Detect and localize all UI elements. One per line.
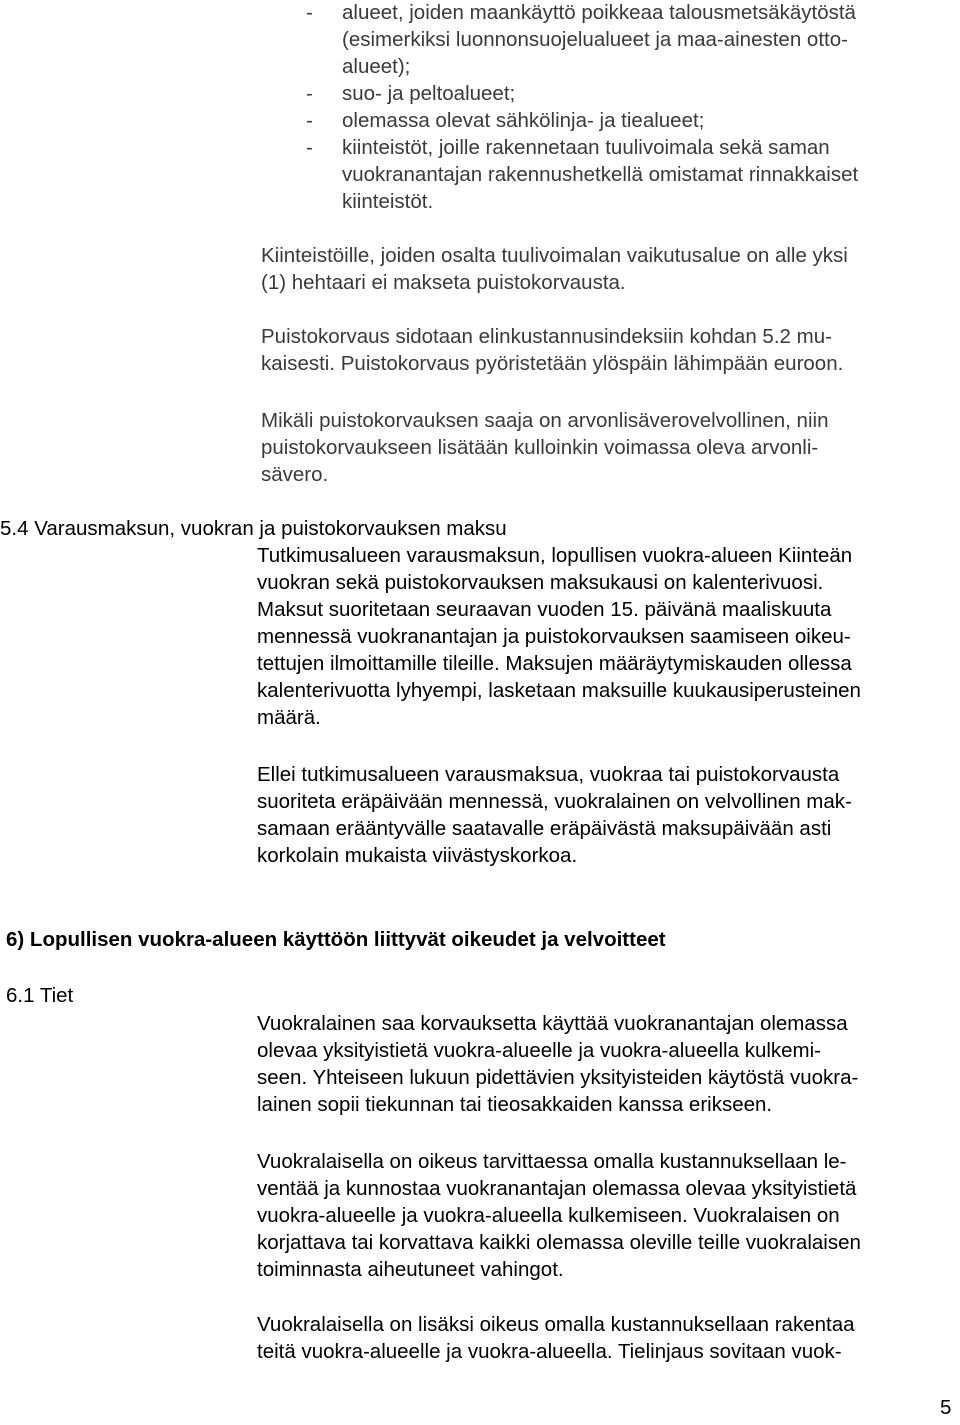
bullet-line: kiinteistöt, joille rakennetaan tuulivoimala sekä saman [342, 136, 830, 159]
paragraph-line: olevaa yksityistietä vuokra-alueelle ja vuokra-alueella kulkemi- [257, 1039, 822, 1062]
paragraph-line: korkolain mukaista viivästyskorkoa. [257, 844, 578, 867]
bullet-line: olemassa olevat sähkölinja- ja tiealueet; [342, 109, 705, 132]
paragraph-line: Mikäli puistokorvauksen saaja on arvonlisäverovelvollinen, niin [261, 409, 829, 432]
bullet-dash: - [306, 109, 313, 132]
paragraph-line: seen. Yhteiseen lukuun pidettävien yksityisteiden käytöstä vuokra- [257, 1066, 859, 1089]
paragraph-line: teitä vuokra-alueelle ja vuokra-alueella. Tielinjaus sovitaan vuok- [257, 1340, 842, 1363]
paragraph-line: määrä. [257, 706, 321, 729]
paragraph-line: toiminnasta aiheutuneet vahingot. [257, 1258, 564, 1281]
paragraph-line: vuokra-alueelle ja vuokra-alueella kulkemiseen. Vuokralaisen on [257, 1204, 840, 1227]
bullet-line: alueet); [342, 55, 411, 78]
paragraph-line: Vuokralainen saa korvauksetta käyttää vuokranantajan olemassa [257, 1012, 848, 1035]
paragraph-line: (1) hehtaari ei makseta puistokorvausta. [261, 271, 626, 294]
paragraph-line: Kiinteistöille, joiden osalta tuulivoimalan vaikutusalue on alle yksi [261, 244, 848, 267]
paragraph-line: kaisesti. Puistokorvaus pyöristetään ylöspäin lähimpään euroon. [261, 352, 844, 375]
paragraph-line: mennessä vuokranantajan ja puistokorvauksen saamiseen oikeu- [257, 625, 851, 648]
bullet-dash: - [306, 82, 313, 105]
bullet-line: suo- ja peltoalueet; [342, 82, 516, 105]
paragraph-line: samaan erääntyvälle saatavalle eräpäivästä maksupäivään asti [257, 817, 832, 840]
bullet-dash: - [306, 1, 313, 24]
section-heading: 5.4 Varausmaksun, vuokran ja puistokorvauksen maksu [0, 517, 507, 540]
subsection-heading: 6.1 Tiet [6, 984, 74, 1007]
paragraph-line: tettujen ilmoittamille tileille. Maksujen määräytymiskauden ollessa [257, 652, 852, 675]
paragraph-line: Maksut suoritetaan seuraavan vuoden 15. päivänä maaliskuuta [257, 598, 832, 621]
paragraph-line: korjattava tai korvattava kaikki olemassa oleville teille vuokralaisen [257, 1231, 861, 1254]
paragraph-line: sävero. [261, 463, 329, 486]
paragraph-line: puistokorvaukseen lisätään kulloinkin voimassa oleva arvonli- [261, 436, 819, 459]
paragraph-line: vuokran sekä puistokorvauksen maksukausi on kalenterivuosi. [257, 571, 824, 594]
bullet-line: alueet, joiden maankäyttö poikkeaa talousmetsäkäytöstä [342, 1, 856, 24]
paragraph-line: Puistokorvaus sidotaan elinkustannusindeksiin kohdan 5.2 mu- [261, 325, 832, 348]
bullet-line: (esimerkiksi luonnonsuojelualueet ja maa-ainesten otto- [342, 28, 848, 51]
section-heading: 6) Lopullisen vuokra-alueen käyttöön liittyvät oikeudet ja velvoitteet [6, 928, 666, 951]
bullet-dash: - [306, 136, 313, 159]
paragraph-line: suoriteta eräpäivään mennessä, vuokralainen on velvollinen mak- [257, 790, 852, 813]
paragraph-line: kalenterivuotta lyhyempi, lasketaan maksuille kuukausiperusteinen [257, 679, 861, 702]
paragraph-line: Vuokralaisella on oikeus tarvittaessa omalla kustannuksellaan le- [257, 1150, 847, 1173]
paragraph-line: Ellei tutkimusalueen varausmaksua, vuokraa tai puistokorvausta [257, 763, 840, 786]
paragraph-line: Vuokralaisella on lisäksi oikeus omalla kustannuksellaan rakentaa [257, 1313, 855, 1336]
bullet-line: kiinteistöt. [342, 190, 434, 213]
paragraph-line: Tutkimusalueen varausmaksun, lopullisen vuokra-alueen Kiinteän [257, 544, 853, 567]
page-number: 5 [940, 1396, 952, 1419]
paragraph-line: lainen sopii tiekunnan tai tieosakkaiden kanssa erikseen. [257, 1093, 773, 1116]
bullet-line: vuokranantajan rakennushetkellä omistamat rinnakkaiset [342, 163, 859, 186]
paragraph-line: ventää ja kunnostaa vuokranantajan olemassa olevaa yksityistietä [257, 1177, 857, 1200]
